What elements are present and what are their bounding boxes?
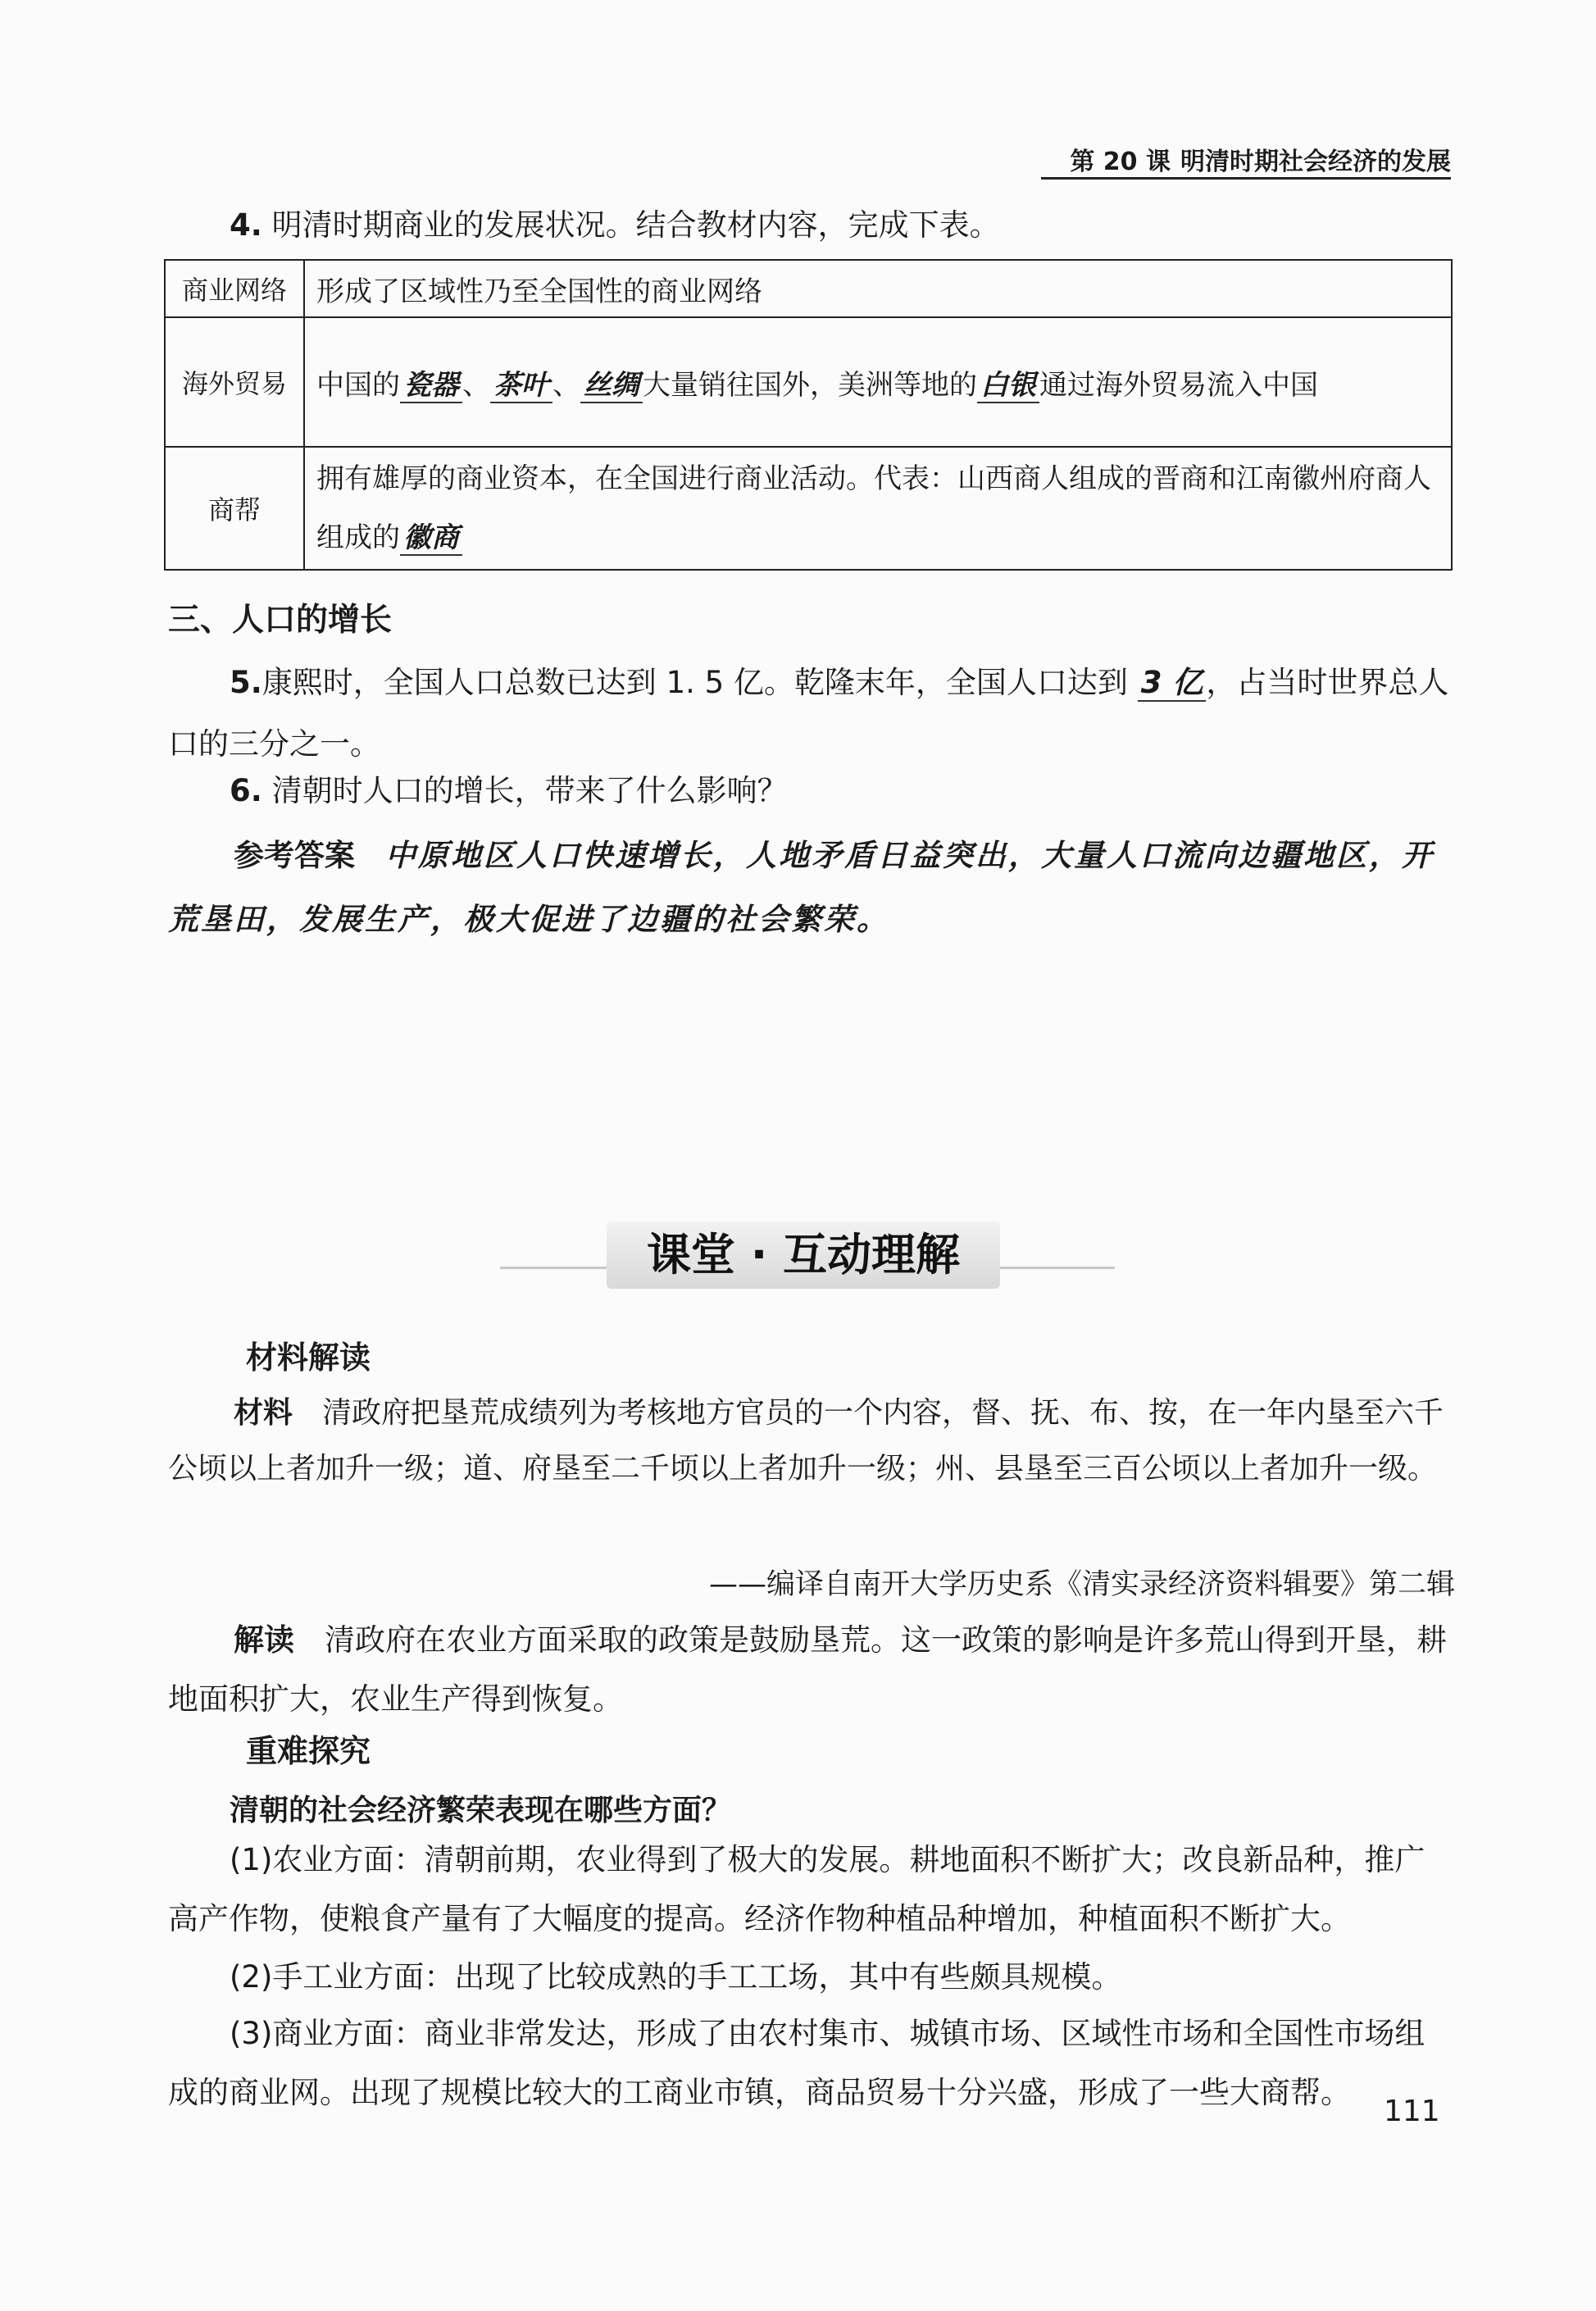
commerce-table: [164, 259, 1453, 571]
row-content: 中国的 瓷器 、 茶叶 、 丝绸 大量销往国外，美洲等地的 白银 通过海外贸易流入中国: [304, 317, 1452, 447]
inquiry-question: 清朝的社会经济繁荣表现在哪些方面？: [230, 1794, 732, 1827]
lesson-number: 第 20 课: [1070, 148, 1171, 176]
section-banner: 课堂 · 互动理解: [646, 1229, 961, 1281]
point-commerce: (3)商业方面：商业非常发达，形成了由农村集市、城镇市场、区域性市场和全国性市场组成的商业网。出现了规模比较大的工商业市镇，商品贸易十分兴盛，形成了一些大商帮。: [168, 2016, 1425, 2110]
filled-answer: 徽商: [400, 521, 462, 556]
answer-label: 参考答案: [234, 838, 355, 873]
row-content: 拥有雄厚的商业资本，在全国进行商业活动。代表：山西商人组成的晋商和江南徽州府商人组成的 徽商: [304, 447, 1452, 570]
question-4: 4. 明清时期商业的发展状况。结合教材内容，完成下表。: [230, 207, 1000, 243]
material-section-title: 材料解读: [246, 1340, 371, 1376]
point-handicraft: (2)手工业方面：出现了比较成熟的手工工场，其中有些颇具规模。: [230, 1959, 1122, 1995]
filled-answer: 茶叶: [490, 369, 552, 403]
reference-answer: [168, 824, 1455, 952]
filled-answer: 瓷器: [400, 369, 462, 403]
lesson-title: 明清时期社会经济的发展: [1180, 148, 1451, 176]
point-agriculture: (1)农业方面：清朝前期，农业得到了极大的发展。耕地面积不断扩大；改良新品种，推广高产作物，使粮食产量有了大幅度的提高。经济作物种植品种增加，种植面积不断扩大。: [168, 1842, 1425, 1936]
filled-answer: 丝绸: [580, 369, 643, 403]
difficult-section-title: 重难探究: [246, 1733, 371, 1769]
row-label: 海外贸易: [165, 317, 304, 447]
material-paragraph: 材料 清政府把垦荒成绩列为考核地方官员的一个内容，督、抚、布、按，在一年内垦至六千公顷以上者加升一级；道、府垦至二千顷以上者加升一级；州、县垦至三百公顷以上者加升一级。: [168, 1396, 1444, 1485]
question-6: 6. 清朝时人口的增长，带来了什么影响？: [230, 773, 788, 808]
filled-answer: 3 亿: [1138, 665, 1207, 702]
section-title-population: 三、人口的增长: [168, 602, 393, 639]
row-label: 商业网络: [165, 260, 304, 317]
page-header: [1041, 141, 1451, 180]
table-row: [165, 447, 1452, 570]
filled-answer: 白银: [977, 369, 1039, 403]
interpretation-paragraph: 解读 清政府在农业方面采取的政策是鼓励垦荒。这一政策的影响是许多荒山得到开垦，耕地面积扩大，农业生产得到恢复。: [168, 1622, 1447, 1717]
question-4-text: 明清时期商业的发展状况。结合教材内容，完成下表。: [271, 207, 1000, 243]
page-number: 111: [1384, 2095, 1440, 2128]
banner-line-right: [992, 1267, 1115, 1269]
answer-text: 中原地区人口快速增长，人地矛盾日益突出，大量人口流向边疆地区，开荒垦田，发展生产，极大促进了边疆的社会繁荣。: [168, 838, 1435, 937]
row-label: 商帮: [165, 447, 304, 570]
banner-line-left: [500, 1267, 615, 1269]
table-row: [165, 317, 1452, 447]
row-content: 形成了区域性乃至全国性的商业网络: [304, 260, 1452, 317]
table-row: [165, 260, 1452, 317]
question-5: 5.康熙时，全国人口总数已达到 1. 5 亿。乾隆末年，全国人口达到 3 亿 ，占当时世界总人口的三分之一。: [168, 665, 1449, 762]
material-source: ——编译自南开大学历史系《清实录经济资料辑要》第二辑: [708, 1568, 1455, 1601]
